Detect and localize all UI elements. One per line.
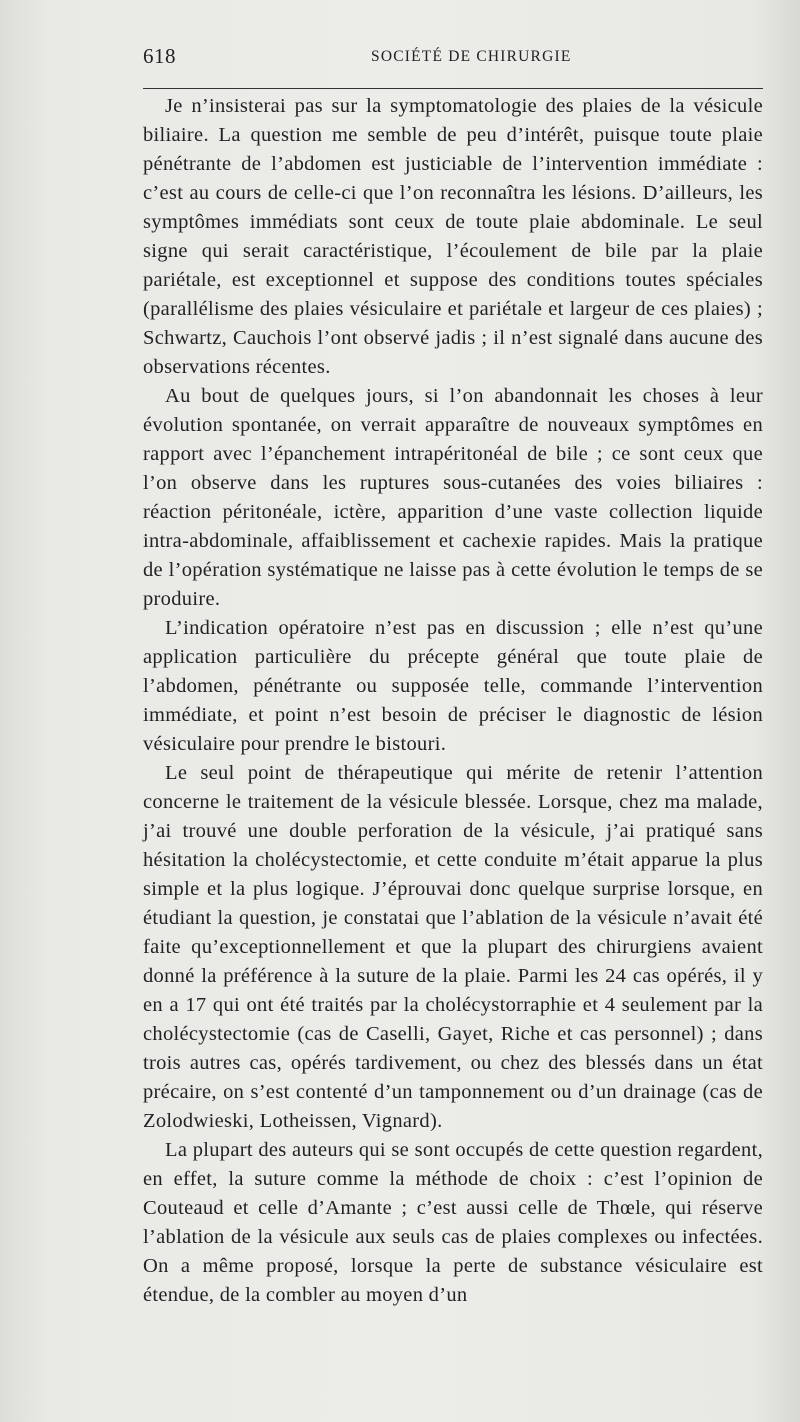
running-head: SOCIÉTÉ DE CHIRURGIE [371, 48, 572, 65]
body-text [143, 92, 763, 1310]
paragraph-therapeutique: Le seul point de thérapeutique qui mérite de retenir l’attention concerne le traitement de la vésicule blessée. Lorsque, chez ma malade, j’ai trouvé une double perforation de la vésicule, j’ai pratiqué sans hésitation la cholécystectomie, et cette conduite m’était apparue la plus simple et la plus logique. J’éprouvai donc quelque surprise lorsque, en étudiant la question, je constatai que l’ablation de la vésicule n’avait été faite qu’exceptionnellement et que la plupart des chirurgiens avaient donné la préférence à la suture de la plaie. Parmi les 24 cas opérés, il y en a 17 qui ont été traités par la cholécystorraphie et 4 seulement par la cholécystectomie (cas de Caselli, Gayet, Riche et cas personnel) ; dans trois autres cas, opérés tardivement, ou chez des blessés dans un état précaire, on s’est contenté d’un tamponnement ou d’un drainage (cas de Zolodwieski, Lotheissen, Vignard). [143, 762, 763, 1132]
paragraph-symptomatologie: Je n’insisterai pas sur la symptomatologie des plaies de la vésicule biliaire. La question me semble de peu d’intérêt, puisque toute plaie pénétrante de l’abdomen est justiciable de l’intervention immédiate : c’est au cours de celle-ci que l’on reconnaîtra les lésions. D’ailleurs, les symptômes immédiats sont ceux de toute plaie abdominale. Le seul signe qui serait caractéristique, l’écoulement de bile par la plaie pariétale, est exceptionnel et suppose des conditions toutes spéciales (parallélisme des plaies vésiculaire et pariétale et largeur de ces plaies) ; Schwartz, Cauchois l’ont observé jadis ; il n’est signalé dans aucune des observations récentes. [143, 95, 763, 378]
paragraph-indication: L’indication opératoire n’est pas en discussion ; elle n’est qu’une application particulière du précepte général que toute plaie de l’abdomen, pénétrante ou supposée telle, commande l’intervention immédiate, et point n’est besoin de préciser le diagnostic de lésion vésiculaire pour prendre le bistouri. [143, 617, 763, 755]
page-number: 618 [143, 44, 176, 68]
paragraph-auteurs: La plupart des auteurs qui se sont occupés de cette question regardent, en effet, la suture comme la méthode de choix : c’est l’opinion de Couteaud et celle d’Amante ; c’est aussi celle de Thœle, qui réserve l’ablation de la vésicule aux seuls cas de plaies complexes ou infectées. On a même proposé, lorsque la perte de substance vésiculaire est étendue, de la combler au moyen d’un [143, 1139, 763, 1306]
paragraph-evolution: Au bout de quelques jours, si l’on abandonnait les choses à leur évolution spontanée, on verrait apparaître de nouveaux symptômes en rapport avec l’épanchement intrapéritonéal de bile ; ce sont ceux que l’on observe dans les ruptures sous-cutanées des voies biliaires : réaction péritonéale, ictère, apparition d’une vaste collection liquide intra-abdominale, affaiblissement et cachexie rapides. Mais la pratique de l’opération systématique ne laisse pas à cette évolution le temps de se produire. [143, 385, 763, 610]
header-rule [143, 88, 763, 89]
page-header [143, 44, 763, 74]
